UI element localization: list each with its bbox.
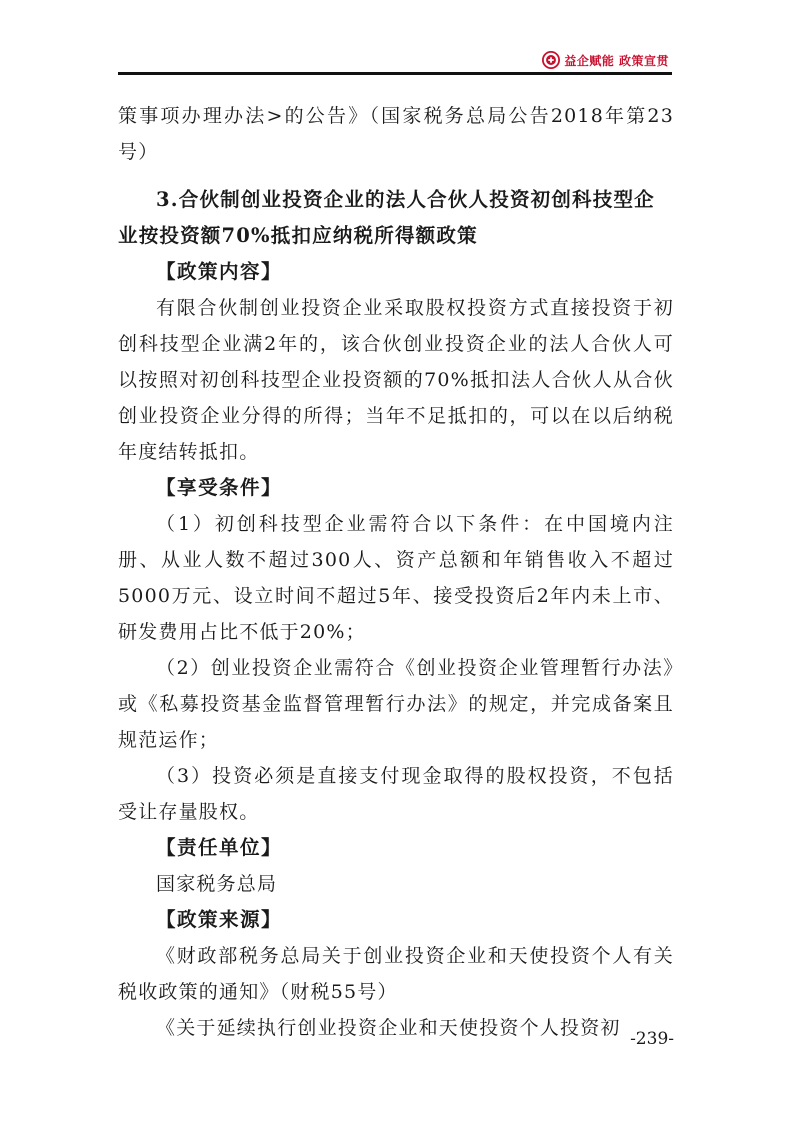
header-brand (542, 50, 669, 70)
policy-source-2: 《关于延续执行创业投资企业和天使投资个人投资初 (156, 1017, 621, 1039)
page-number: -239- (630, 1029, 674, 1049)
label-eligibility: 【享受条件】 (156, 476, 283, 499)
label-policy-content: 【政策内容】 (156, 260, 283, 283)
document-body (118, 98, 674, 1046)
condition-2: （2）创业投资企业需符合《创业投资企业管理暂行办法》或《私募投资基金监督管理暂行办法》的规定，并完成备案且规范运作； (118, 657, 674, 751)
company-logo-icon (542, 51, 560, 69)
header-brand-text: 益企赋能 政策宣贯 (564, 53, 669, 68)
responsible-unit: 国家税务总局 (156, 873, 278, 895)
condition-3: （3）投资必须是直接支付现金取得的股权投资，不包括受让存量股权。 (118, 765, 674, 823)
policy-source-1: 《财政部税务总局关于创业投资企业和天使投资个人有关税收政策的通知》（财税55号） (118, 945, 674, 1003)
header-divider (118, 72, 672, 75)
condition-1: （1）初创科技型企业需符合以下条件：在中国境内注册、从业人数不超过300人、资产总额和年销售收入不超过5000万元、设立时间不超过5年、接受投资后2年内未上市、研发费用占比不低于20%； (118, 513, 674, 643)
label-policy-source: 【政策来源】 (156, 908, 283, 931)
continued-paragraph: 策事项办理办法>的公告》（国家税务总局公告2018年第23号） (118, 105, 674, 163)
label-responsible-unit: 【责任单位】 (156, 836, 283, 859)
section-heading: 3.合伙制创业投资企业的法人合伙人投资初创科技型企业按投资额70%抵扣应纳税所得额政策 (118, 188, 655, 247)
policy-content-paragraph: 有限合伙制创业投资企业采取股权投资方式直接投资于初创科技型企业满2年的，该合伙创业投资企业的法人合伙人可以按照对初创科技型企业投资额的70%抵扣法人合伙人从合伙创业投资企业分得的所得；当年不足抵扣的，可以在以后纳税年度结转抵扣。 (118, 297, 674, 463)
